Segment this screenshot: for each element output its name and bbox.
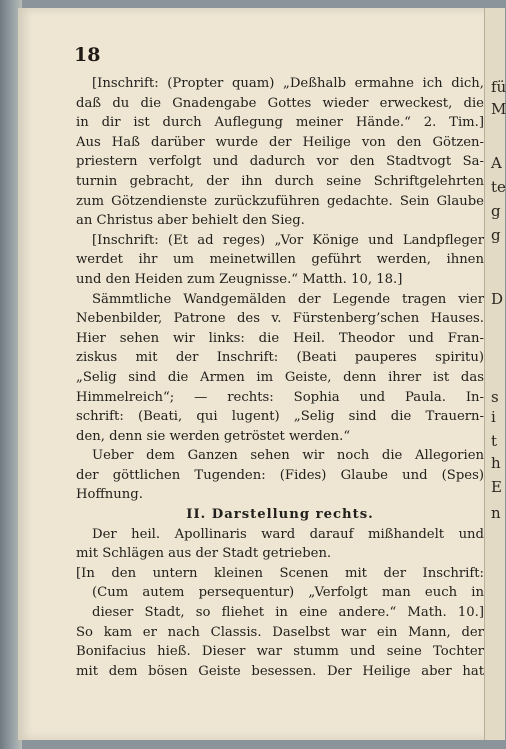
text-line: [In den untern kleinen Scenen mit der Inschrift:	[76, 565, 484, 581]
text-line: [Inschrift: (Propter quam) „Deßhalb ermahne ich dich,	[92, 76, 484, 91]
text-line: priestern verfolgt und dadurch vor den Stadtvogt Sa-	[76, 154, 484, 170]
adjacent-page-fragment: g	[491, 226, 501, 244]
text-line: Himmelreich“; — rechts: Sophia und Paula. In-	[76, 389, 484, 405]
text-line: und den Heiden zum Zeugnisse.“ Matth. 10, 18.]	[76, 271, 403, 287]
text-line: der göttlichen Tugenden: (Fides) Glaube und (Spes)	[76, 467, 484, 483]
text-line: „Selig sind die Armen im Geiste, denn ihrer ist das	[76, 369, 484, 385]
page-number: 18	[74, 44, 101, 66]
text-line: Bonifacius hieß. Dieser war stumm und seine Tochter	[76, 644, 484, 660]
text-line: schrift: (Beati, qui lugent) „Selig sind die Trauern-	[76, 409, 484, 425]
adjacent-page-fragment: n	[491, 504, 501, 522]
text-line: an Christus aber behielt den Sieg.	[76, 213, 305, 229]
text-line: zum Götzendienste zurückzuführen gedachte. Sein Glaube	[76, 193, 484, 209]
adjacent-page-fragment: E	[491, 478, 502, 496]
adjacent-page-edge	[484, 8, 505, 740]
adjacent-page-fragment: te	[491, 178, 506, 196]
text-line: mit dem bösen Geiste besessen. Der Heilige aber hat	[76, 663, 484, 679]
text-line: [Inschrift: (Et ad reges) „Vor Könige und Landpfleger	[92, 232, 484, 248]
adjacent-page-fragment: g	[491, 202, 501, 220]
adjacent-page-fragment: s	[491, 388, 499, 406]
text-line: den, denn sie werden getröstet werden.“	[76, 428, 351, 444]
adjacent-page-fragment: i	[491, 408, 496, 426]
book-page	[18, 8, 486, 740]
text-line: daß du die Gnadengabe Gottes wieder erweckest, die	[76, 95, 484, 111]
adjacent-page-fragment: t	[491, 432, 498, 450]
text-line: dieser Stadt, so fliehet in eine andere.“ Math. 10.]	[92, 605, 484, 621]
adjacent-page-fragment: M	[491, 100, 506, 118]
text-line: in dir ist durch Auflegung meiner Hände.“ 2. Tim.]	[76, 115, 484, 131]
text-line: Ueber dem Ganzen sehen wir noch die Allegorien	[92, 448, 484, 464]
text-line: Sämmtliche Wandgemälden der Legende tragen vier	[92, 291, 484, 307]
text-line: ziskus mit der Inschrift: (Beati pauperes spiritu)	[76, 350, 484, 366]
text-line: (Cum autem persequentur) „Verfolgt man euch in	[92, 585, 484, 601]
adjacent-page-fragment: h	[491, 454, 501, 472]
text-line: Der heil. Apollinaris ward darauf mißhandelt und	[92, 526, 484, 542]
text-line: werdet ihr um meinetwillen geführt werden, ihnen	[76, 252, 484, 268]
adjacent-page-fragment: D	[491, 290, 504, 308]
adjacent-page-fragment: fü	[491, 78, 506, 96]
page-text	[76, 74, 484, 681]
text-line: turnin gebracht, der ihn durch seine Schriftgelehrten	[76, 173, 484, 189]
adjacent-page-fragment: A	[491, 154, 502, 172]
text-line: Hier sehen wir links: die Heil. Theodor und Fran-	[76, 330, 484, 346]
text-line: Nebenbilder, Patrone des v. Fürstenberg’schen Hauses.	[76, 311, 484, 327]
text-line: Aus Haß darüber wurde der Heilige von den Götzen-	[76, 134, 484, 150]
text-line: So kam er nach Classis. Daselbst war ein Mann, der	[76, 624, 484, 640]
section-heading: II. Darstellung rechts.	[186, 507, 374, 523]
text-line: mit Schlägen aus der Stadt getrieben.	[76, 546, 332, 562]
text-line: Hoffnung.	[76, 487, 143, 503]
